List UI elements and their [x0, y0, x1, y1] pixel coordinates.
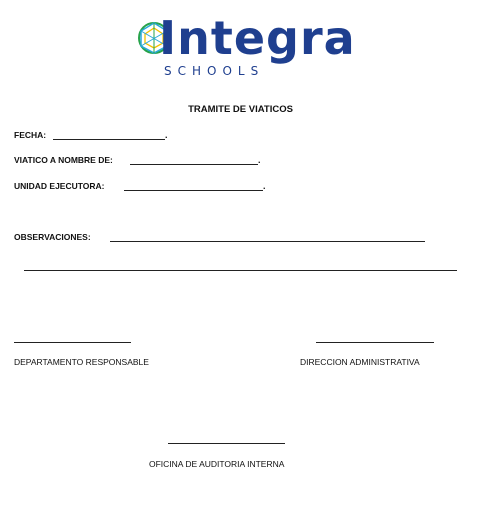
logo-subtitle: SCHOOLS: [164, 64, 265, 78]
departamento-label: DEPARTAMENTO RESPONSABLE: [14, 357, 149, 367]
departamento-signature-line[interactable]: [14, 342, 131, 343]
observaciones-line-2[interactable]: [24, 270, 457, 271]
integra-schools-logo: [137, 11, 356, 86]
form-title: TRAMITE DE VIATICOS: [188, 104, 293, 115]
observaciones-line-1[interactable]: [110, 241, 425, 242]
viatico-label: VIATICO A NOMBRE DE:: [14, 155, 113, 165]
viatico-end-mark: .: [258, 155, 261, 165]
unidad-line[interactable]: [124, 190, 263, 191]
fecha-label: FECHA:: [14, 130, 47, 140]
observaciones-label: OBSERVACIONES:: [14, 232, 91, 242]
fecha-end-mark: .: [165, 130, 168, 140]
unidad-end-mark: .: [263, 181, 266, 191]
oficina-signature-line[interactable]: [168, 443, 285, 444]
fecha-line[interactable]: [53, 139, 165, 140]
unidad-label: UNIDAD EJECUTORA:: [14, 181, 105, 191]
direccion-label: DIRECCION ADMINISTRATIVA: [300, 357, 420, 367]
viatico-line[interactable]: [130, 164, 258, 165]
direccion-signature-line[interactable]: [316, 342, 434, 343]
logo-wordmark: Integra: [159, 11, 356, 65]
oficina-label: OFICINA DE AUDITORIA INTERNA: [149, 459, 285, 469]
